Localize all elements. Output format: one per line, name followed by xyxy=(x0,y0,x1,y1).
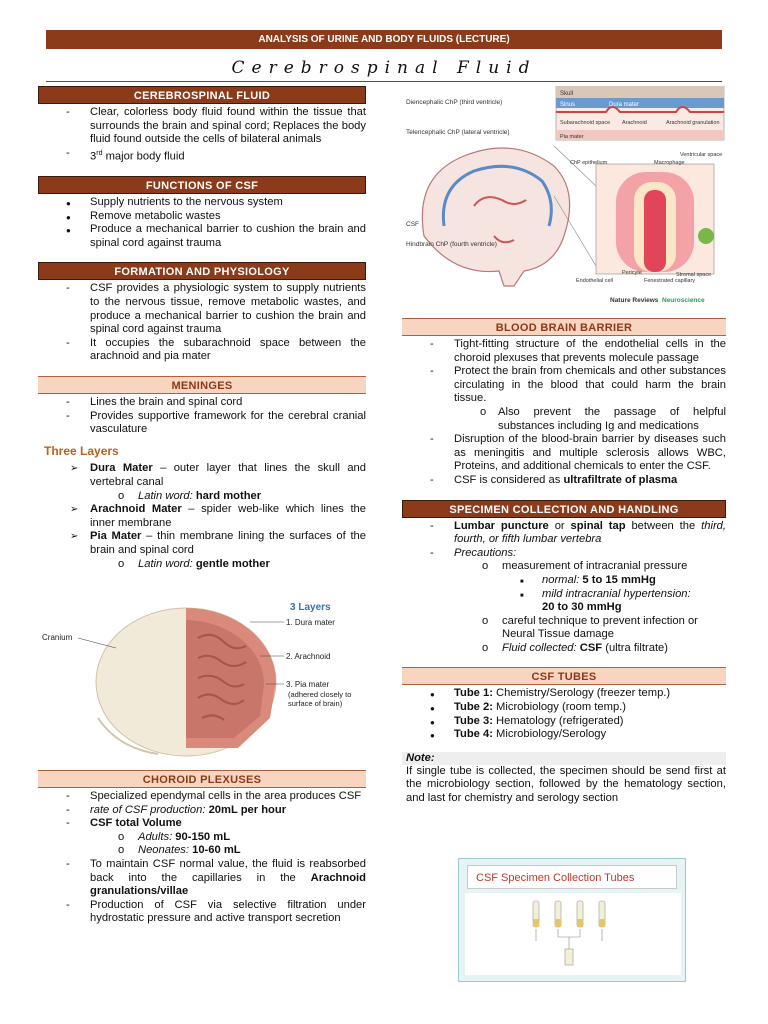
left-column xyxy=(38,86,366,571)
list-item: ● Supply nutrients to the nervous system xyxy=(38,196,366,210)
reabsorb-bold: Arachnoid granulations/villae xyxy=(90,871,366,898)
list-item: - It occupies the subarachnoid space between the arachnoid and pia mater xyxy=(38,337,366,364)
section-heading-meninges: MENINGES xyxy=(38,376,366,394)
section-heading-csf: CEREBROSPINAL FLUID xyxy=(38,86,366,104)
list-item xyxy=(38,804,366,818)
list-item: - Tight-fitting structure of the endothelial cells in the choroid plexuses that prevents molecule passage xyxy=(402,338,726,365)
list-item xyxy=(38,558,366,572)
brain-label: Telencephalic ChP (lateral ventricle) xyxy=(406,129,510,136)
subtitle-divider xyxy=(46,81,722,82)
precautions-label: Precautions: xyxy=(454,546,517,559)
list-item xyxy=(38,462,366,489)
lp-or: or xyxy=(548,519,571,532)
document-header: ANALYSIS OF URINE AND BODY FLUIDS (LECTURE) xyxy=(46,30,722,49)
figure-credit: Nature Reviews xyxy=(610,297,659,304)
brain-label: CSF xyxy=(406,221,419,228)
formation-list xyxy=(38,282,366,364)
layers-list xyxy=(38,462,366,571)
list-item: - Protect the brain from chemicals and other substances circulating in the blood that could harm the brain tissue. xyxy=(402,365,726,406)
neonates-value: 10-60 mL xyxy=(189,844,241,857)
brain-choroid-figure xyxy=(404,86,726,308)
list-item xyxy=(402,574,726,588)
inset-label: Sinus xyxy=(560,102,576,108)
cell-label: Stromal space xyxy=(676,272,712,278)
cell-label: Fenestrated capillary xyxy=(644,278,696,284)
ultrafiltrate-text: CSF is considered as xyxy=(454,473,564,486)
section-heading-bbb: BLOOD BRAIN BARRIER xyxy=(402,318,726,336)
note-box xyxy=(402,752,726,806)
neonates-label: Neonates: xyxy=(138,844,189,857)
list-item: - Production of CSF via selective filtration under hydrostatic pressure and active transport secretion xyxy=(38,899,366,926)
arachnoid-name: Arachnoid Mater xyxy=(90,503,182,516)
cell-label: Pericyte xyxy=(622,270,642,276)
pia-desc: – thin membrane lining the surfaces of the brain and spinal cord xyxy=(90,530,366,556)
cell-label: Ventricular space xyxy=(680,152,723,158)
brain-label: Hindbrain ChP (fourth ventricle) xyxy=(406,241,497,248)
meninges-list xyxy=(38,396,366,437)
cell-label: Endothelial cell xyxy=(576,278,613,284)
choroid-section xyxy=(38,770,366,926)
adults-value: 90-150 mL xyxy=(172,830,231,843)
skull-figure-title: 3 Layers xyxy=(290,602,331,613)
label-pia-note: (adhered closely to surface of brain) xyxy=(288,690,352,708)
list-item xyxy=(38,530,366,557)
section-heading-formation: FORMATION AND PHYSIOLOGY xyxy=(38,262,366,280)
tube-value: Microbiology (room temp.) xyxy=(492,701,626,714)
list-item: - Disruption of the blood-brain barrier by diseases such as meningitis and multiple sclerosis allows WBC, Proteins, and additional chemicals to enter the CSF. xyxy=(402,433,726,474)
list-item: - CSF provides a physiologic system to supply nutrients to the nervous tissue, remove metabolic wastes, and produce a mechanical barrier to cushion the brain and spinal cord against trauma xyxy=(38,282,366,336)
section-heading-specimen: SPECIMEN COLLECTION AND HANDLING xyxy=(402,500,726,518)
rate-label: rate of CSF production: xyxy=(90,803,206,816)
note-text: If single tube is collected, the specimen should be send first at the microbiology section, followed by the hematology section, and last for chemistry and serology section xyxy=(406,764,726,805)
list-item xyxy=(402,715,726,729)
list-item: ● Produce a mechanical barrier to cushion the brain and spinal cord against trauma xyxy=(38,223,366,250)
tube-value: Microbiology/Serology xyxy=(492,728,607,741)
latin-label: Latin word: xyxy=(138,489,193,502)
csf-list xyxy=(38,106,366,164)
tube-label: Tube 1: xyxy=(454,687,493,700)
choroid-list xyxy=(38,790,366,926)
tube-value: Hematology (refrigerated) xyxy=(492,714,624,727)
list-item: - Lines the brain and spinal cord xyxy=(38,396,366,410)
lp-between: between the xyxy=(625,519,702,532)
list-item xyxy=(402,701,726,715)
list-item: - Provides supportive framework for the cerebral cranial vasculature xyxy=(38,410,366,437)
mild-value: 20 to 30 mmHg xyxy=(542,601,622,614)
tube-value: Chemistry/Serology (freezer temp.) xyxy=(492,687,671,700)
tube-label: Tube 3: xyxy=(454,714,493,727)
list-item xyxy=(38,817,366,831)
list-item: ● Remove metabolic wastes xyxy=(38,210,366,224)
collected-label: Fluid collected: xyxy=(502,641,577,654)
adults-label: Adults: xyxy=(138,830,173,843)
list-item xyxy=(38,831,366,845)
latin-value: hard mother xyxy=(192,489,262,502)
figure-credit-journal: Neuroscience xyxy=(662,297,705,304)
list-item xyxy=(38,844,366,858)
normal-value: 5 to 15 mmHg xyxy=(579,573,656,586)
functions-list xyxy=(38,196,366,250)
cell-label: ChP epithelium xyxy=(570,160,608,166)
label-pia: 3. Pia mater xyxy=(286,680,330,689)
cell-label: Macrophage xyxy=(654,160,685,166)
tubes-list xyxy=(402,687,726,741)
document-subtitle: Cerebrospinal Fluid xyxy=(231,58,537,78)
tubes-illustration xyxy=(459,889,687,979)
collected-bold: CSF xyxy=(576,641,603,654)
tube-label: Tube 4: xyxy=(454,728,493,741)
list-item xyxy=(38,503,366,530)
bbb-list xyxy=(402,338,726,488)
inset-label: Arachnoid xyxy=(622,120,647,126)
list-item xyxy=(402,642,726,656)
label-arachnoid: 2. Arachnoid xyxy=(286,652,331,661)
normal-label: normal: xyxy=(542,573,580,586)
section-heading-functions: FUNCTIONS OF CSF xyxy=(38,176,366,194)
right-column xyxy=(402,318,726,806)
volume-label: CSF total Volume xyxy=(90,817,182,830)
ultrafiltrate-bold: ultrafiltrate of plasma xyxy=(563,473,678,486)
list-item xyxy=(38,858,366,899)
lp-bold: Lumbar puncture xyxy=(454,519,549,532)
list-item xyxy=(402,687,726,701)
tubes-figure-title: CSF Specimen Collection Tubes xyxy=(467,865,677,889)
reabsorb-text: To maintain CSF normal value, the fluid is reabsorbed back into the capillaries in the xyxy=(90,857,366,884)
list-item: - 3rd major body fluid xyxy=(38,147,366,164)
list-item xyxy=(402,520,726,547)
inset-label: Skull xyxy=(560,91,574,97)
inset-label: Pia mater xyxy=(560,134,584,140)
list-item: o measurement of intracranial pressure xyxy=(402,560,726,574)
inset-label: Subarachnoid space xyxy=(560,120,611,126)
dura-name: Dura Mater xyxy=(90,462,153,475)
section-heading-choroid: CHOROID PLEXUSES xyxy=(38,770,366,788)
list-item: - Specialized ependymal cells in the area produces CSF xyxy=(38,790,366,804)
inset-label: Arachnoid granulation xyxy=(666,120,720,126)
pia-name: Pia Mater xyxy=(90,530,142,543)
list-item: o Also prevent the passage of helpful substances including Ig and medications xyxy=(402,406,726,433)
label-cranium: Cranium xyxy=(42,633,73,642)
skull-layers-figure xyxy=(38,598,366,760)
collected-rest: (ultra filtrate) xyxy=(602,641,669,654)
lp-bold: spinal tap xyxy=(570,519,626,532)
lp-italic: third, fourth, or fifth lumbar vertebra xyxy=(454,519,726,546)
inset-label: Dura mater xyxy=(609,102,640,108)
latin-value: gentle mother xyxy=(192,557,270,570)
note-label: Note: xyxy=(402,752,726,765)
tube-label: Tube 2: xyxy=(454,701,493,714)
dura-desc: – outer layer that lines the skull and vertebral canal xyxy=(90,462,366,489)
list-item xyxy=(402,547,726,561)
specimen-list xyxy=(402,520,726,656)
list-item: - Clear, colorless body fluid found within the tissue that surrounds the brain and spinal cord; Replaces the body fluid found outside the cells of bilateral animals xyxy=(38,106,366,147)
rate-value: 20mL per hour xyxy=(205,803,287,816)
list-item: o careful technique to prevent infection or Neural Tissue damage xyxy=(402,615,726,642)
latin-label: Latin word: xyxy=(138,557,193,570)
section-heading-tubes: CSF TUBES xyxy=(402,667,726,685)
list-item xyxy=(402,474,726,488)
brain-label: Diencephalic ChP (third ventricle) xyxy=(406,99,503,106)
list-item xyxy=(38,490,366,504)
list-item xyxy=(402,728,726,742)
three-layers-title: Three Layers xyxy=(44,443,119,458)
label-dura: 1. Dura mater xyxy=(286,618,335,627)
arachnoid-desc: – spider web-like which lines the inner membrane xyxy=(90,503,366,529)
csf-tubes-figure xyxy=(458,858,686,982)
mild-label: mild intracranial hypertension: xyxy=(542,587,691,600)
list-item xyxy=(402,588,726,615)
